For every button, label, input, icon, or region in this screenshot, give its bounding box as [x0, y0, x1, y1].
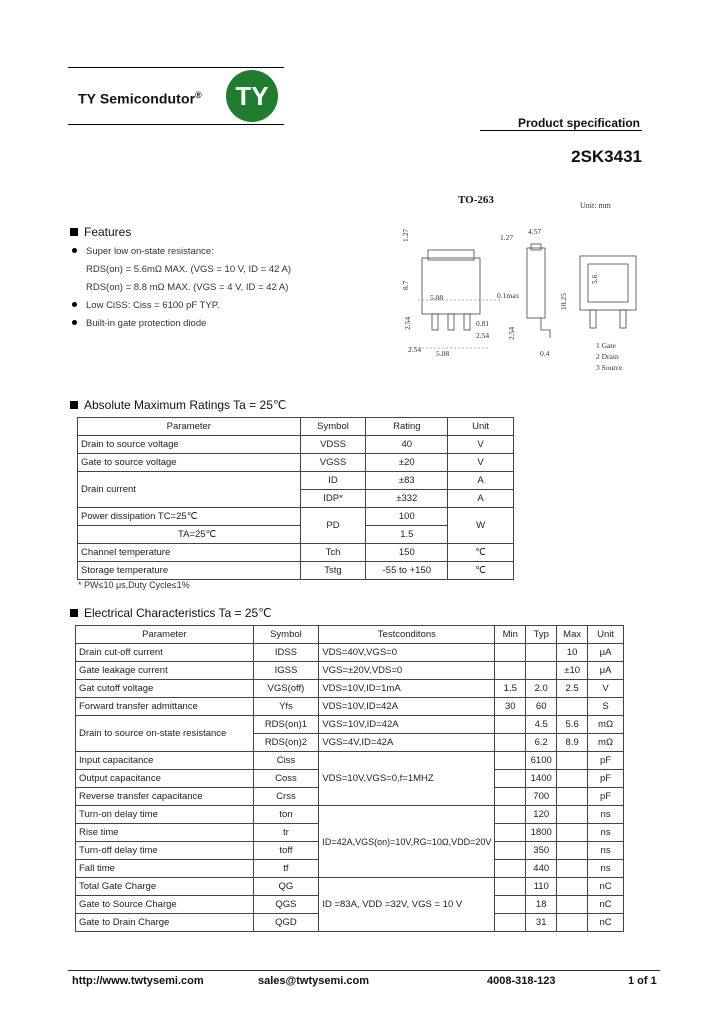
table-cell: 2.5	[557, 680, 588, 698]
table-cell: Crss	[253, 788, 319, 806]
feature-item: Low CiSS: Ciss = 6100 pF TYP.	[72, 300, 291, 318]
table-row	[76, 698, 624, 716]
table-cell: 2.0	[526, 680, 557, 698]
dim-label: 2.54	[403, 316, 412, 330]
unit-label: Unit: mm	[580, 201, 611, 210]
table-cell: Forward transfer admittance	[76, 698, 254, 716]
dim-label: 10.25	[559, 293, 568, 310]
features-heading: Features	[70, 225, 131, 239]
table-row	[78, 454, 514, 472]
dim-label: 5.08	[436, 349, 450, 358]
table-cell: mΩ	[588, 734, 624, 752]
spec-rule	[480, 130, 642, 131]
table-cell: A	[448, 490, 514, 508]
column-header: Symbol	[253, 626, 319, 644]
column-header: Typ	[526, 626, 557, 644]
package-name: TO-263	[458, 194, 494, 206]
table-cell	[557, 860, 588, 878]
table-cell: ℃	[448, 544, 514, 562]
table-cell: ton	[253, 806, 319, 824]
table-cell: ±332	[366, 490, 448, 508]
table-row	[76, 644, 624, 662]
table-cell: 30	[495, 698, 526, 716]
square-bullet-icon	[70, 228, 78, 236]
dim-label: 1.27	[500, 233, 514, 242]
table-cell: Rise time	[76, 824, 254, 842]
table-cell: Gate to Drain Charge	[76, 914, 254, 932]
table-cell: VDS=40V,VGS=0	[319, 644, 495, 662]
table-cell: pF	[588, 752, 624, 770]
table-cell: 100	[366, 508, 448, 526]
table-cell: 5.6	[557, 716, 588, 734]
table-cell: 700	[526, 788, 557, 806]
table-cell	[495, 842, 526, 860]
table-row	[76, 752, 624, 770]
table-row	[76, 806, 624, 824]
table-cell: Ciss	[253, 752, 319, 770]
table-cell: Gate to Source Charge	[76, 896, 254, 914]
table-cell: RDS(on)2	[253, 734, 319, 752]
table-cell: 1.5	[495, 680, 526, 698]
table-cell: Drain to source voltage	[78, 436, 301, 454]
table-cell: 1.5	[366, 526, 448, 544]
table-row	[78, 508, 514, 526]
table-cell: nC	[588, 896, 624, 914]
dim-label: 5.6	[590, 274, 599, 284]
table-row	[78, 436, 514, 454]
table-cell: -55 to +150	[366, 562, 448, 580]
table-cell: ns	[588, 842, 624, 860]
table-cell: ±10	[557, 662, 588, 680]
table-cell	[495, 860, 526, 878]
table-cell: VDSS	[300, 436, 366, 454]
dim-label: 2.54	[507, 326, 516, 340]
feature-item: Super low on-state resistance:	[72, 246, 291, 264]
table-cell: 6100	[526, 752, 557, 770]
table-cell: Reverse transfer capacitance	[76, 788, 254, 806]
table-cell: Storage temperature	[78, 562, 301, 580]
table-cell: 60	[526, 698, 557, 716]
table-cell: VDS=10V,VGS=0,f=1MHZ	[319, 752, 495, 806]
table-cell: VDS=10V,ID=1mA	[319, 680, 495, 698]
pin-label: 2 Drain	[596, 352, 619, 361]
table-cell	[495, 896, 526, 914]
column-header: Parameter	[78, 418, 301, 436]
table-cell: Gate leakage current	[76, 662, 254, 680]
table-cell: VGS=10V,ID=42A	[319, 716, 495, 734]
table-cell: ±83	[366, 472, 448, 490]
feature-item: RDS(on) = 8.8 mΩ MAX. (VGS = 4 V, ID = 42 A)	[86, 282, 289, 293]
table-cell: 18	[526, 896, 557, 914]
bullet-icon	[72, 320, 77, 325]
table-cell: Gate to source voltage	[78, 454, 301, 472]
table-cell: Drain cut-off current	[76, 644, 254, 662]
column-header: Unit	[588, 626, 624, 644]
abs-max-table	[77, 417, 514, 580]
table-cell: Gat cutoff voltage	[76, 680, 254, 698]
table-row	[78, 562, 514, 580]
table-cell: Tstg	[300, 562, 366, 580]
part-number: 2SK3431	[571, 147, 642, 166]
package-outline-drawing	[400, 220, 650, 380]
feature-item: Built-in gate protection diode	[72, 318, 291, 336]
column-header: Rating	[366, 418, 448, 436]
email-link[interactable]: sales@twtysemi.com	[258, 975, 369, 987]
dim-label: 0.81	[476, 319, 490, 328]
table-cell: 31	[526, 914, 557, 932]
table-cell: 6.2	[526, 734, 557, 752]
table-cell: 1800	[526, 824, 557, 842]
table-cell: tr	[253, 824, 319, 842]
table-cell	[557, 896, 588, 914]
table-cell: ±20	[366, 454, 448, 472]
table-cell	[557, 806, 588, 824]
table-cell	[495, 878, 526, 896]
bullet-icon	[72, 248, 77, 253]
features-list	[72, 246, 291, 336]
table-cell	[495, 914, 526, 932]
table-cell: 1400	[526, 770, 557, 788]
pulse-width-note: * PW≤10 μs,Duty Cycle≤1%	[78, 580, 190, 590]
table-cell: IDP*	[300, 490, 366, 508]
table-cell: ID=42A,VGS(on)=10V,RG=10Ω,VDD=20V	[319, 806, 495, 878]
dim-label: 4.57	[528, 227, 542, 236]
table-cell: Drain current	[78, 472, 301, 508]
pin-label: 3 Source	[596, 363, 623, 372]
column-header: Symbol	[300, 418, 366, 436]
table-cell: mΩ	[588, 716, 624, 734]
table-header-row	[78, 418, 514, 436]
table-cell: 120	[526, 806, 557, 824]
table-cell: pF	[588, 770, 624, 788]
table-cell: V	[448, 454, 514, 472]
table-cell	[495, 770, 526, 788]
footer-rule	[68, 970, 660, 971]
table-cell	[557, 698, 588, 716]
table-cell: μA	[588, 662, 624, 680]
dim-label: 0.1max	[497, 291, 520, 300]
table-row	[78, 472, 514, 490]
table-row	[76, 716, 624, 734]
table-cell: toff	[253, 842, 319, 860]
table-cell: ns	[588, 806, 624, 824]
table-cell	[495, 734, 526, 752]
bullet-icon	[72, 302, 77, 307]
table-cell: 8.9	[557, 734, 588, 752]
table-cell: QGS	[253, 896, 319, 914]
table-cell: 150	[366, 544, 448, 562]
elec-table	[75, 625, 624, 932]
table-cell: Turn-on delay time	[76, 806, 254, 824]
table-cell	[557, 752, 588, 770]
dim-label: 1.27	[401, 228, 410, 242]
column-header: Unit	[448, 418, 514, 436]
table-cell: PD	[300, 508, 366, 544]
table-cell: IDSS	[253, 644, 319, 662]
table-cell: QGD	[253, 914, 319, 932]
table-cell: 110	[526, 878, 557, 896]
square-bullet-icon	[70, 401, 78, 409]
table-cell: pF	[588, 788, 624, 806]
square-bullet-icon	[70, 609, 78, 617]
abs-max-heading: Absolute Maximum Ratings Ta = 25℃	[70, 398, 286, 412]
table-cell: V	[588, 680, 624, 698]
table-cell	[526, 662, 557, 680]
table-cell: Fall time	[76, 860, 254, 878]
table-row	[76, 878, 624, 896]
table-cell: TA=25℃	[78, 526, 301, 544]
company-name: TY Semicondutor®	[78, 90, 202, 107]
table-cell: Drain to source on-state resistance	[76, 716, 254, 752]
table-cell: A	[448, 472, 514, 490]
table-cell	[495, 806, 526, 824]
dim-label: 5.08	[430, 293, 444, 302]
table-cell: ID =83A, VDD =32V, VGS = 10 V	[319, 878, 495, 932]
elec-heading: Electrical Characteristics Ta = 25℃	[70, 606, 272, 620]
table-cell: 40	[366, 436, 448, 454]
table-cell: Turn-off delay time	[76, 842, 254, 860]
column-header: Testconditons	[319, 626, 495, 644]
table-row	[76, 680, 624, 698]
table-cell: Yfs	[253, 698, 319, 716]
table-cell: QG	[253, 878, 319, 896]
product-specification-label: Product specification	[517, 116, 640, 130]
header-top-rule	[68, 67, 284, 68]
table-cell: RDS(on)1	[253, 716, 319, 734]
table-cell: nC	[588, 878, 624, 896]
table-cell: ID	[300, 472, 366, 490]
table-cell: Power dissipation TC=25℃	[78, 508, 301, 526]
table-cell: 10	[557, 644, 588, 662]
pin-label: 1 Gate	[596, 341, 616, 350]
table-cell: Tch	[300, 544, 366, 562]
table-cell: Coss	[253, 770, 319, 788]
table-cell: ns	[588, 824, 624, 842]
page-number: 1 of 1	[628, 975, 657, 987]
company-logo: TY	[226, 70, 278, 122]
website-link[interactable]: http://www.twtysemi.com	[72, 975, 204, 987]
table-cell	[495, 662, 526, 680]
table-cell: Input capacitance	[76, 752, 254, 770]
table-cell	[557, 914, 588, 932]
table-cell: V	[448, 436, 514, 454]
dim-label: 2.54	[408, 345, 422, 354]
dim-label: 0.4	[540, 349, 550, 358]
table-cell: 350	[526, 842, 557, 860]
table-cell	[495, 644, 526, 662]
table-cell: tf	[253, 860, 319, 878]
column-header: Min	[495, 626, 526, 644]
table-cell	[495, 788, 526, 806]
table-cell: W	[448, 508, 514, 544]
table-cell	[557, 788, 588, 806]
table-cell: IGSS	[253, 662, 319, 680]
table-cell: VGS(off)	[253, 680, 319, 698]
column-header: Max	[557, 626, 588, 644]
table-cell: 4.5	[526, 716, 557, 734]
table-cell: ℃	[448, 562, 514, 580]
table-row	[76, 662, 624, 680]
table-row	[78, 544, 514, 562]
table-cell: Channel temperature	[78, 544, 301, 562]
feature-item: RDS(on) = 5.6mΩ MAX. (VGS = 10 V, ID = 42 A)	[86, 264, 292, 275]
table-cell: Total Gate Charge	[76, 878, 254, 896]
table-cell	[495, 752, 526, 770]
header-bottom-rule	[68, 124, 284, 125]
table-cell	[495, 824, 526, 842]
table-cell	[557, 878, 588, 896]
table-cell: S	[588, 698, 624, 716]
table-cell	[526, 644, 557, 662]
table-cell	[495, 716, 526, 734]
column-header: Parameter	[76, 626, 254, 644]
table-cell: VGS=4V,ID=42A	[319, 734, 495, 752]
dim-label: 2.54	[476, 331, 490, 340]
table-header-row	[76, 626, 624, 644]
table-cell: VGSS	[300, 454, 366, 472]
table-cell: Output capacitance	[76, 770, 254, 788]
table-cell	[557, 770, 588, 788]
table-cell: nC	[588, 914, 624, 932]
dim-label: 8.7	[401, 280, 410, 290]
table-cell: VGS=±20V,VDS=0	[319, 662, 495, 680]
table-cell: 440	[526, 860, 557, 878]
table-cell	[557, 842, 588, 860]
table-cell	[557, 824, 588, 842]
table-cell: VDS=10V,ID=42A	[319, 698, 495, 716]
table-cell: ns	[588, 860, 624, 878]
table-cell: μA	[588, 644, 624, 662]
phone-number: 4008-318-123	[487, 975, 556, 987]
